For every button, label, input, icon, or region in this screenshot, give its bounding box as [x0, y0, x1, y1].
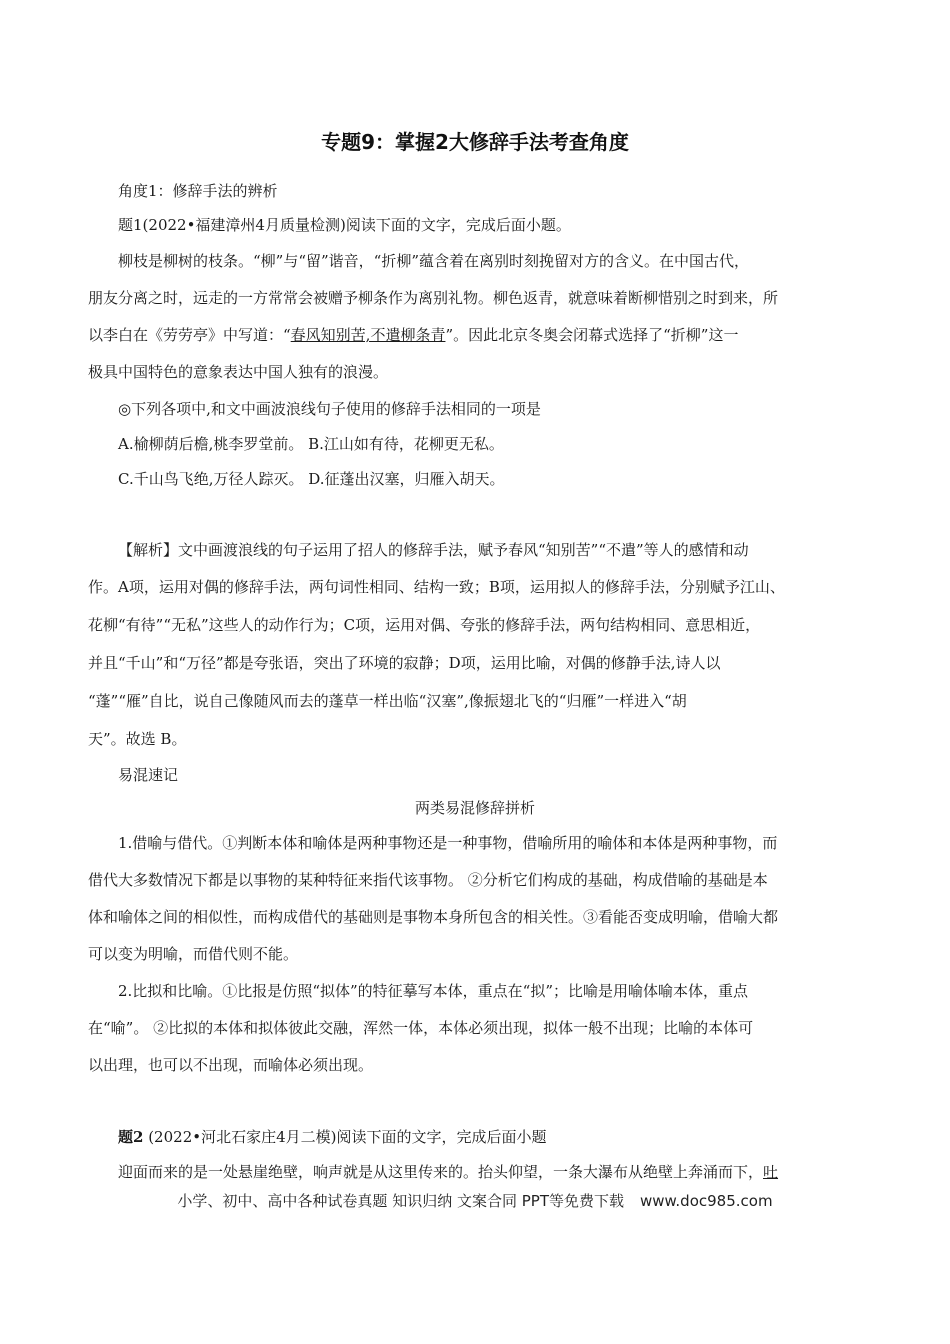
wavy-underlined-quote: 春风知别苦,不遣柳条青 — [290, 326, 446, 344]
passage-line-1: 柳枝是柳树的枝条。“柳”与“留”谐音，“折柳”蕴含着在离别时刻挽留对方的含义。在中国古代， — [118, 252, 750, 270]
footer-url[interactable]: www.doc985.com — [639, 1192, 773, 1210]
memo-item-2-line-2: 在“喻”。 ②比拟的本体和拟体彼此交融，浑然一体，本体必须出现，拟体一般不出现；比喻的本体可 — [88, 1019, 754, 1037]
analysis-line-3: 花柳“有待”“无私”这些人的动作行为；C项，运用对偶、夸张的修辞手法，两句结构相同、意思相近， — [88, 616, 761, 634]
angle-heading: 角度1：修辞手法的辨析 — [118, 182, 278, 200]
passage-line-3-post: ”。因此北京冬奥会闭幕式选择了“折柳”这一 — [445, 326, 739, 344]
memo-item-1-line-1: 1.借喻与借代。①判断本体和喻体是两种事物还是一种事物，借喻所用的喻体和本体是两种事物，而 — [118, 834, 778, 852]
question-2-passage-pre: 迎面而来的是一处悬崖绝壁，响声就是从这里传来的。抬头仰望，一条大瀑布从绝壁上奔涌而下， — [118, 1163, 764, 1181]
question-2-label: 题2 — [118, 1128, 144, 1146]
memo-heading: 两类易混修辞拼析 — [414, 799, 535, 817]
analysis-line-5: “蓬”“雁”自比，说自己像随风而去的蓬草一样出临“汉塞”,像振翅北飞的“归雁”一样进入“胡 — [88, 692, 687, 710]
memo-item-2-line-1: 2.比拟和比喻。①比报是仿照“拟体”的特征摹写本体，重点在“拟”；比喻是用喻体喻本体，重点 — [118, 982, 748, 1000]
passage-line-3 — [88, 324, 878, 346]
question-2-passage-underlined: 吐 — [763, 1163, 779, 1181]
question-2-passage-line-1 — [118, 1161, 908, 1183]
analysis-line-2: 作。A项，运用对偶的修辞手法，两句词性相同、结构一致；B项，运用拟人的修辞手法，分别赋予江山、 — [88, 578, 785, 596]
analysis-line-4: 并且“千山”和“万径”都是夸张语，突出了环境的寂静；D项，运用比喻，对偶的修静手法,诗人以 — [88, 654, 721, 672]
memo-item-2-line-3: 以出理，也可以不出现，而喻体必须出现。 — [88, 1056, 374, 1074]
passage-line-3-pre: 以李白在《劳劳亭》中写道：“ — [88, 326, 291, 344]
memo-item-1-line-2: 借代大多数情况下都是以事物的某种特征来指代该事物。 ②分析它们构成的基础，构成借喻的基础是本 — [88, 871, 768, 889]
memo-label: 易混速记 — [118, 766, 179, 784]
question-2-header — [118, 1126, 908, 1148]
question-2-header-rest: (2022•河北石家庄4月二模)阅读下面的文字，完成后面小题 — [143, 1128, 547, 1146]
analysis-line-1: 【解析】文中画渡浪线的句子运用了招人的修辞手法，赋予春风“知别苦”“不遣”等人的感情和动 — [118, 541, 749, 559]
options-c-d: C.千山鸟飞绝,万径人踪灭。 D.征蓬出汉塞，归雁入胡天。 — [118, 470, 505, 488]
memo-item-1-line-3: 体和喻体之间的相似性，而构成借代的基础则是事物本身所包含的相关性。③看能否变成明喻，借喻大都 — [88, 908, 779, 926]
footer-text: 小学、初中、高中各种试卷真题 知识归纳 文案合同 PPT等免费下载 — [177, 1192, 624, 1210]
options-a-b: A.榆柳荫后檐,桃李罗堂前。 B.江山如有待，花柳更无私。 — [118, 435, 504, 453]
memo-item-1-line-4: 可以变为明喻，而借代则不能。 — [88, 945, 299, 963]
passage-line-4: 极具中国特色的意象表达中国人独有的浪漫。 — [88, 363, 389, 381]
question-1-prompt: ◎下列各项中,和文中画波浪线句子使用的修辞手法相同的一项是 — [118, 400, 541, 418]
passage-line-2: 朋友分离之时，远走的一方常常会被赠予柳条作为离别礼物。柳色返青，就意味着断柳惜别之时到来，所 — [88, 289, 779, 307]
page-footer — [0, 1190, 950, 1212]
analysis-line-6: 天”。故选 B。 — [88, 730, 187, 748]
question-1-header: 题1(2022•福建漳州4月质量检测)阅读下面的文字，完成后面小题。 — [118, 216, 571, 234]
page-title: 专题9：掌握2大修辞手法考查角度 — [321, 130, 629, 154]
